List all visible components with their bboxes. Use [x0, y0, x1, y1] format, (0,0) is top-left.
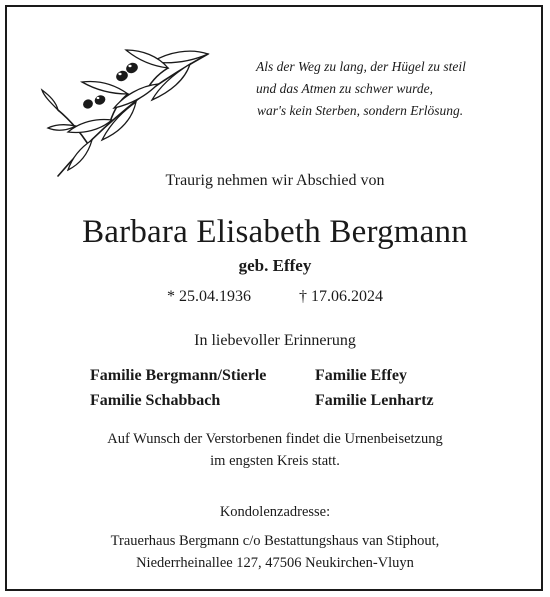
burial-note — [0, 428, 550, 472]
birth-date: * 25.04.1936 — [167, 288, 251, 305]
family-item: Familie Bergmann/Stierle — [90, 367, 267, 384]
family-item: Familie Schabbach — [90, 392, 221, 409]
olive-branch-icon — [40, 40, 220, 180]
condolence-address — [0, 530, 550, 574]
family-item: Familie Effey — [315, 367, 407, 384]
poem-line-1: Als der Weg zu lang, der Hügel zu steil — [256, 59, 466, 74]
family-item: Familie Lenhartz — [315, 392, 434, 409]
death-date: † 17.06.2024 — [299, 288, 383, 305]
burial-note-line-1: Auf Wunsch der Verstorbenen findet die Urnenbeisetzung — [107, 431, 443, 447]
poem — [256, 56, 496, 122]
maiden-name: geb. Effey — [238, 256, 312, 275]
condolence-label: Kondolenzadresse: — [219, 504, 331, 520]
poem-line-3: war's kein Sterben, sondern Erlösung. — [257, 103, 464, 118]
address-line-2: Niederrheinallee 127, 47506 Neukirchen-Vluyn — [136, 555, 414, 571]
burial-note-line-2: im engsten Kreis statt. — [210, 453, 340, 469]
poem-line-2: und das Atmen zu schwer wurde, — [256, 81, 433, 96]
deceased-name: Barbara Elisabeth Bergmann — [82, 214, 468, 250]
intro-text: Traurig nehmen wir Abschied von — [165, 172, 385, 189]
memory-line: In liebevoller Erinnerung — [194, 332, 356, 349]
life-dates — [0, 288, 550, 306]
address-line-1: Trauerhaus Bergmann c/o Bestattungshaus van Stiphout, — [110, 533, 440, 549]
